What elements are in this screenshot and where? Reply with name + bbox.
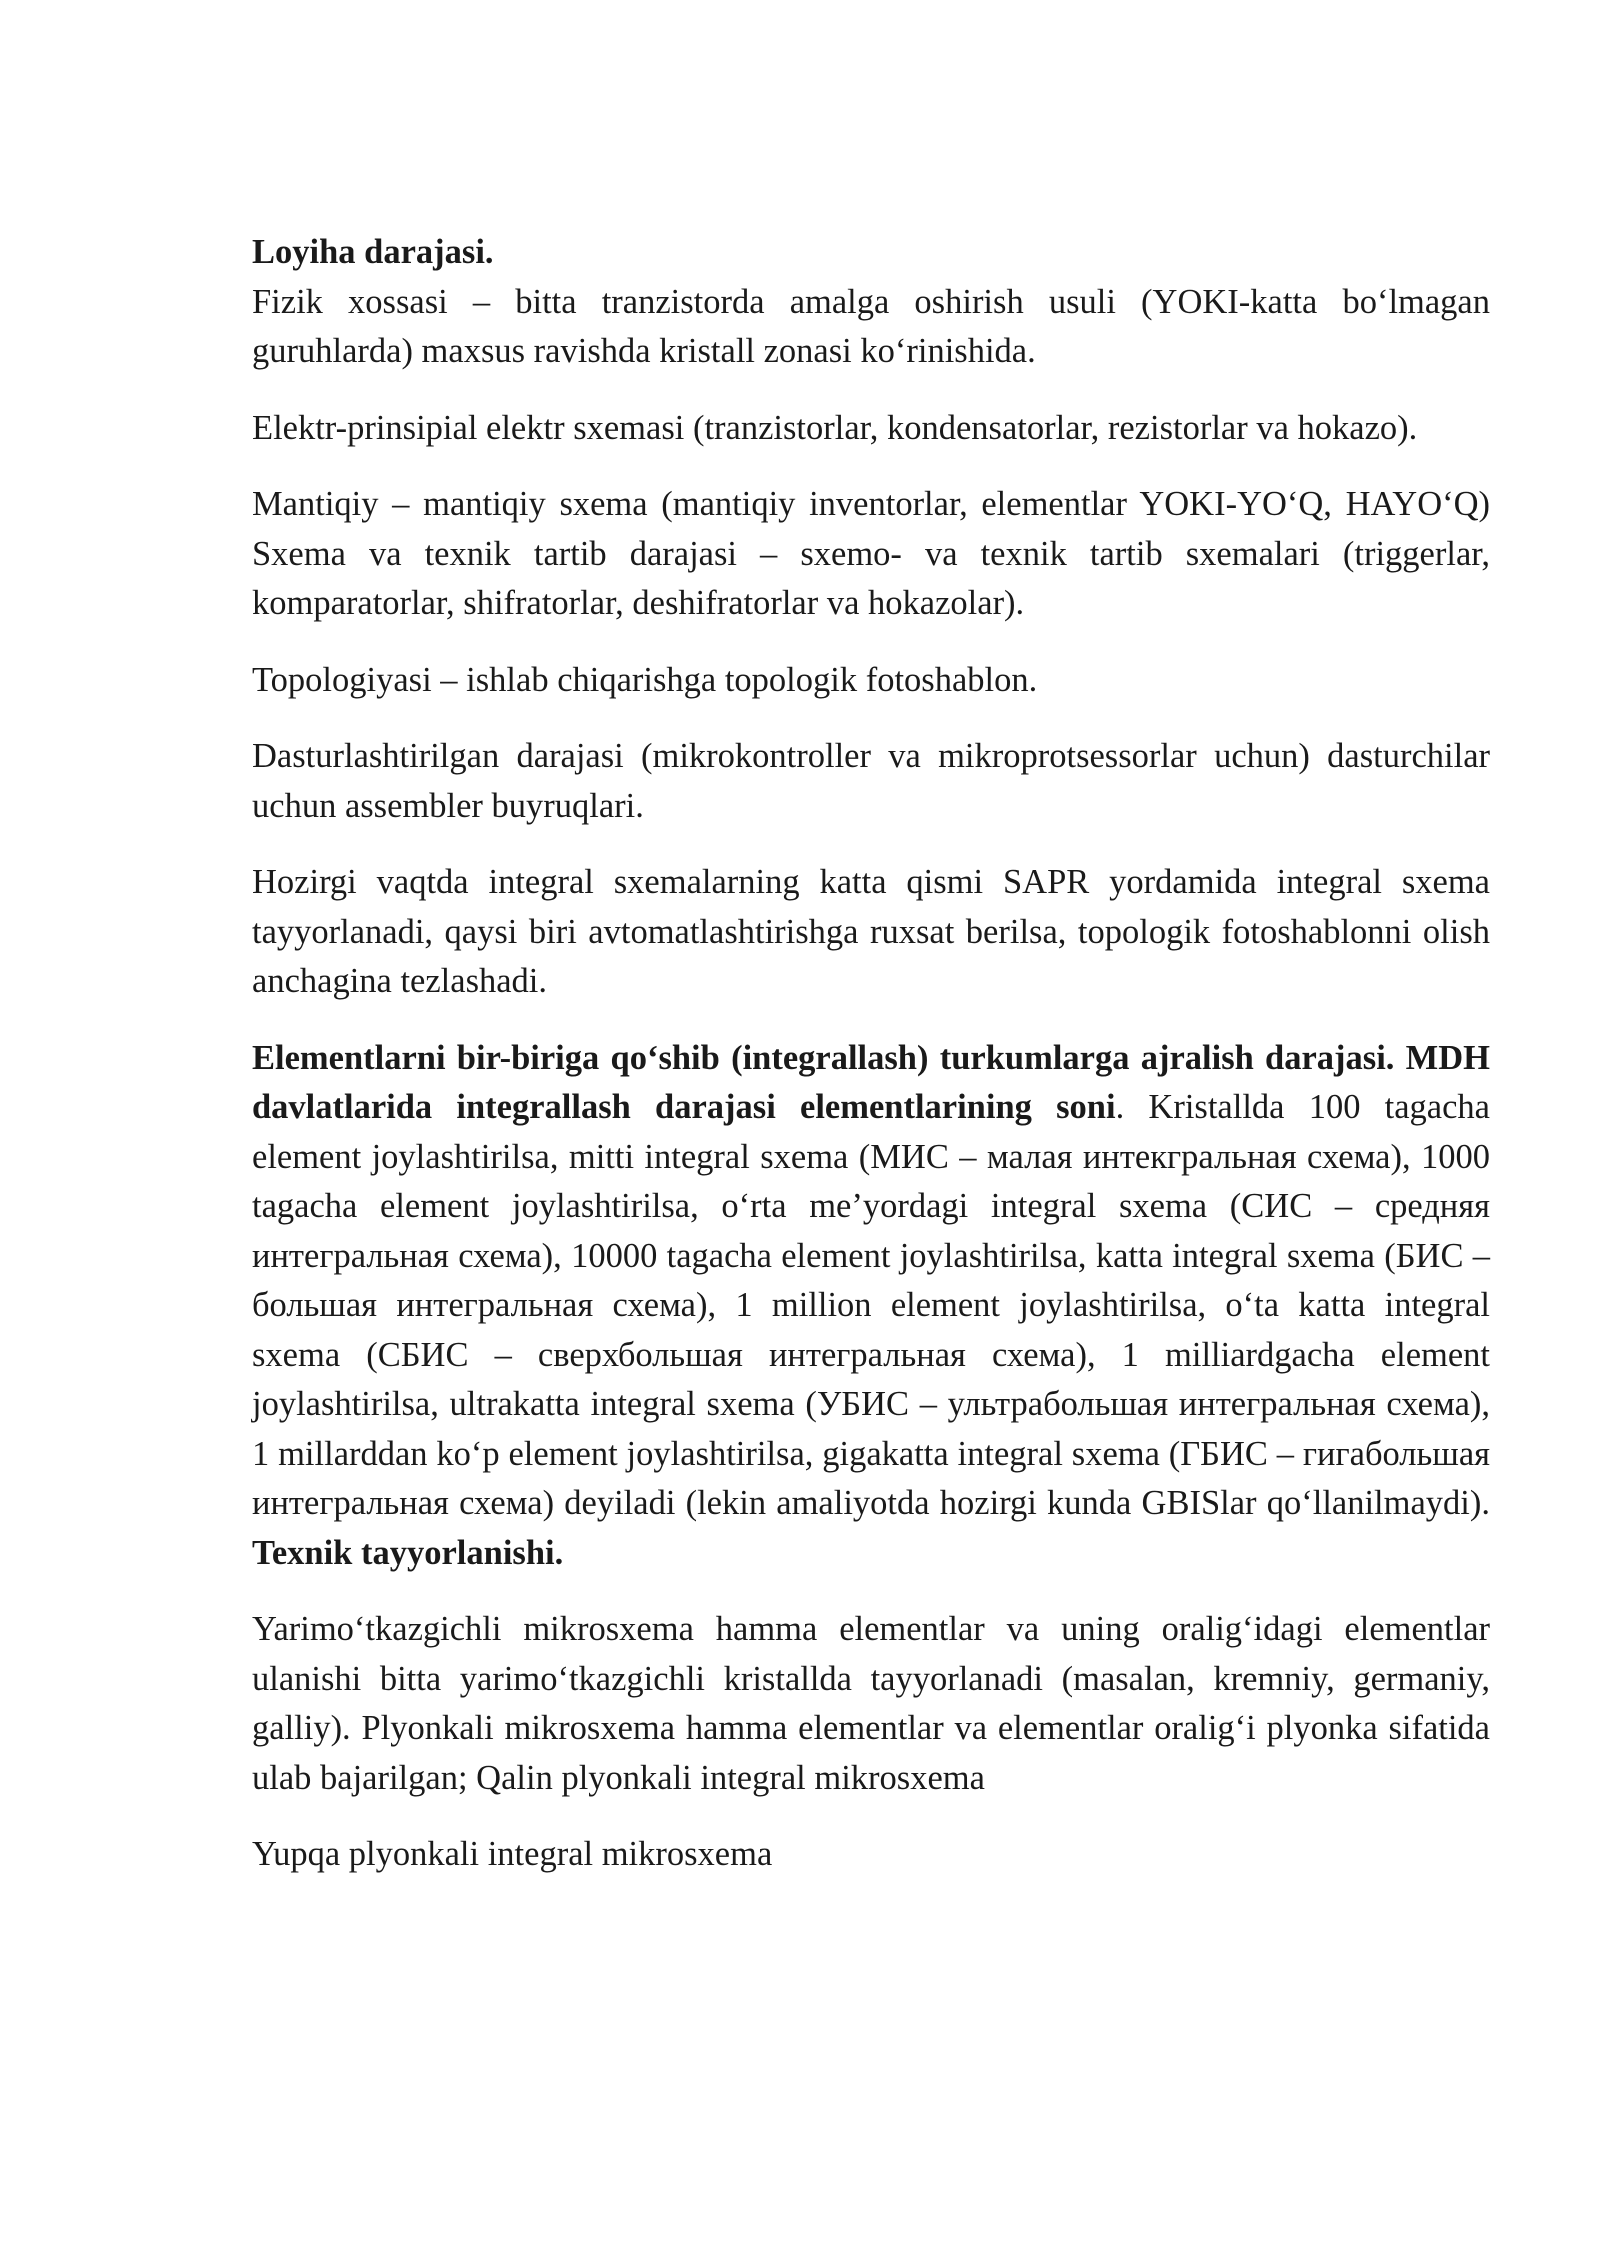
paragraph-dasturlash: Dasturlashtirilgan darajasi (mikrokontroller va mikroprotsessorlar uchun) dasturchilar uchun assembler buyruqlari.: [252, 737, 1490, 825]
section-heading: Loyiha darajasi.: [252, 233, 494, 271]
texnik-tayyorlanishi-bold: Texnik tayyorlanishi.: [252, 1533, 564, 1572]
paragraph-topologiya: Topologiyasi – ishlab chiqarishga topologik fotoshablon.: [252, 660, 1038, 699]
paragraph-mantiqiy: Mantiqiy – mantiqiy sxema (mantiqiy inventorlar, elementlar YOKI-YO‘Q, HAYO‘Q) Sxema va texnik tartib darajasi – sxemo- va texnik tartib sxemalari (triggerlar, komparatorlar, shifratorlar, deshifratorlar va hokazolar).: [252, 485, 1490, 622]
paragraph-fizik: Fizik xossasi – bitta tranzistorda amalga oshirish usuli (YOKI-katta bo‘lmagan guruhlarda) maxsus ravishda kristall zonasi ko‘rinishida.: [252, 282, 1490, 370]
paragraph-hozirgi: Hozirgi vaqtda integral sxemalarning katta qismi SAPR yordamida integral sxema tayyorlanadi, qaysi biri avtomatlashtirishga ruxsat berilsa, topologik fotoshablonni olish anchagina tezlashadi.: [252, 863, 1490, 1000]
paragraph-integrallash: [252, 1034, 1490, 1579]
paragraph-elektr: Elektr-prinsipial elektr sxemasi (tranzistorlar, kondensatorlar, rezistorlar va hokazo).: [252, 408, 1418, 447]
integrallash-body: . Kristallda 100 tagacha element joylashtirilsa, mitti integral sxema (МИС – малая интекгральная схема), 1000 tagacha element joylashtirilsa, o‘rta me’yordagi integral sxema (СИС – средняя интегральная схема), 10000 tagacha element joylashtirilsa, katta integral sxema (БИС – большая интегральная схема), 1 million element joylashtirilsa, o‘ta katta integral sxema (СБИС – сверхбольшая интегральная схема), 1 milliardgacha element joylashtirilsa, ultrakatta integral sxema (УБИС – ультрабольшая интегральная схема), 1 millarddan ko‘p element joylashtirilsa, gigakatta integral sxema (ГБИС – гигабольшая интегральная схема) deyiladi (lekin amaliyotda hozirgi kunda GBISlar qo‘llanilmaydi).: [252, 1088, 1490, 1522]
integrallash-bold-lead: Elementlarni bir-biriga qo‘shib (integrallash) turkumlarga ajralish darajasi. MDH davlatlarida integrallash darajasi elementlarining soni: [252, 1038, 1490, 1126]
paragraph-yupqa: Yupqa plyonkali integral mikrosxema: [252, 1835, 773, 1873]
document-page: [252, 228, 1490, 1907]
paragraph-yarimo: Yarimo‘tkazgichli mikrosxema hamma elementlar va uning oralig‘idagi elementlar ulanishi bitta yarimo‘tkazgichli kristallda tayyorlanadi (masalan, kremniy, germaniy, galliy). Plyonkali mikrosxema hamma elementlar va elementlar oralig‘i plyonka sifatida ulab bajarilgan; Qalin plyonkali integral mikrosxema: [252, 1610, 1490, 1797]
